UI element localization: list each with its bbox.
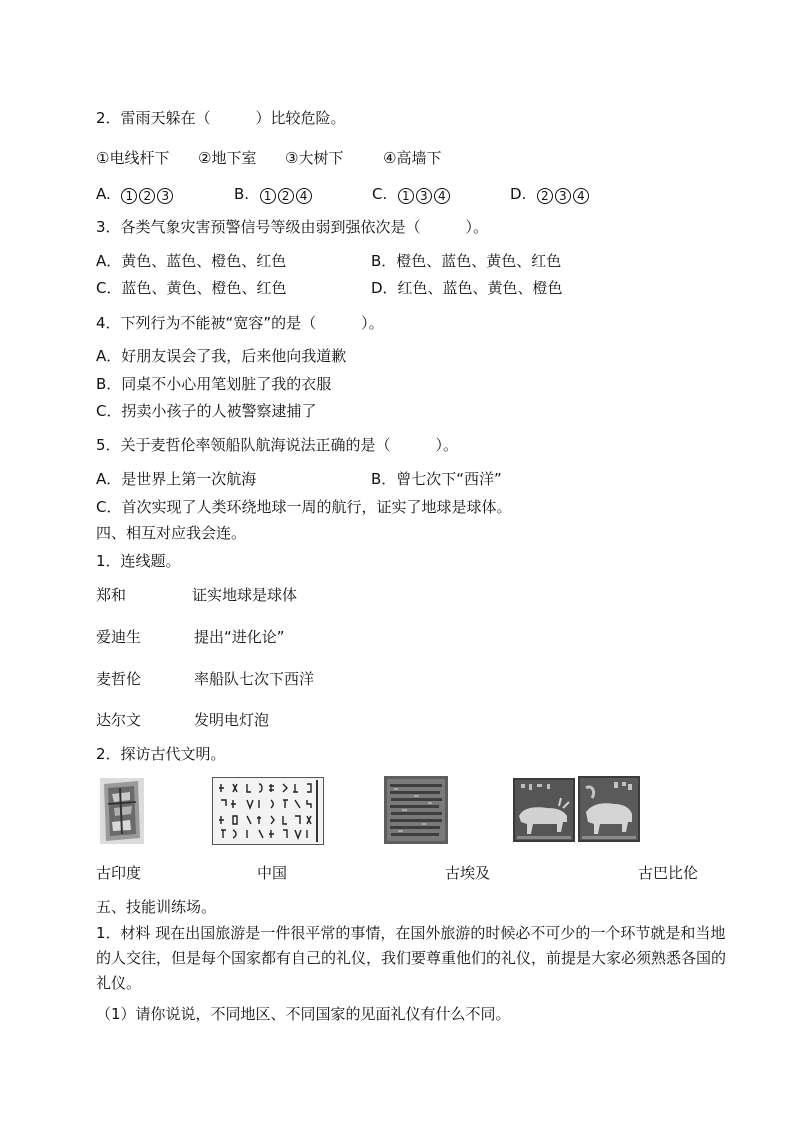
q2-item-4: ④高墙下 [383, 149, 442, 167]
circled-number: 3 [157, 188, 173, 204]
section5-material: 1．材料 现在出国旅游是一件很平常的事情，在国外旅游的时候必不可少的一个环节就是和当地的人交往，但是每个国家都有自己的礼仪，我们要尊重他们的礼仪，前提是大家必须熟悉各国的礼仪。 [96, 924, 727, 992]
q5-stem: 5．关于麦哲伦率领船队航海说法正确的是（ ）。 [96, 436, 459, 454]
circled-number: 4 [296, 188, 312, 204]
match-left-3[interactable]: 麦哲伦 [96, 670, 142, 688]
match-right-2[interactable]: 提出“进化论” [194, 628, 285, 646]
q3-option-c[interactable]: C．蓝色、黄色、橙色、红色 [96, 279, 287, 297]
ancient-egypt-tablet-image[interactable] [384, 776, 448, 844]
match-right-3[interactable]: 率船队七次下西洋 [194, 670, 315, 688]
q3-option-a[interactable]: A．黄色、蓝色、橙色、红色 [96, 252, 287, 270]
q2-item-3: ③大树下 [285, 149, 344, 167]
match-left-1[interactable]: 郑和 [96, 586, 127, 604]
q2-option-c[interactable] [372, 184, 451, 204]
babylon-seal-bull-image-2[interactable] [578, 776, 640, 842]
match-right-1[interactable]: 证实地球是球体 [192, 586, 298, 604]
match-left-4[interactable]: 达尔文 [96, 711, 142, 729]
civ-label-china[interactable]: 中国 [257, 864, 288, 882]
q5-option-a[interactable]: A．是世界上第一次航海 [96, 470, 257, 488]
q4-option-b[interactable]: B．同桌不小心用笔划脏了我的衣服 [96, 375, 332, 393]
q2-option-b[interactable] [234, 184, 313, 204]
match-right-4[interactable]: 发明电灯泡 [194, 711, 270, 729]
section4-title: 四、相互对应我会连。 [96, 524, 247, 542]
q5-option-b[interactable]: B．曾七次下“西洋” [371, 470, 502, 488]
civ-label-babylon[interactable]: 古巴比伦 [638, 864, 699, 882]
circled-number: 1 [121, 188, 137, 204]
section5-sub1: （1）请你说说，不同地区、不同国家的见面礼仪有什么不同。 [96, 1005, 511, 1023]
option-letter: C. [372, 185, 388, 203]
circled-number: 2 [139, 188, 155, 204]
q4-stem: 4．下列行为不能被“宽容”的是（ ）。 [96, 314, 384, 332]
option-letter: B. [234, 185, 250, 203]
match-left-2[interactable]: 爱迪生 [96, 628, 142, 646]
q4-option-c[interactable]: C．拐卖小孩子的人被警察逮捕了 [96, 402, 317, 420]
q3-option-b[interactable]: B．橙色、蓝色、黄色、红色 [371, 252, 562, 270]
section4-q1: 1．连线题。 [96, 552, 181, 570]
china-oracle-script-image[interactable] [212, 777, 324, 845]
q2-stem: 2．雷雨天躲在（ ）比较危险。 [96, 109, 346, 127]
q2-item-1: ①电线杆下 [96, 149, 170, 167]
q5-option-c[interactable]: C．首次实现了人类环绕地球一周的航行，证实了地球是球体。 [96, 498, 512, 516]
babylon-seal-bull-image-1[interactable] [513, 778, 575, 842]
section4-q2: 2．探访古代文明。 [96, 745, 226, 763]
q2-option-d[interactable] [510, 184, 590, 204]
circled-number: 4 [573, 188, 589, 204]
q4-option-a[interactable]: A．好朋友误会了我，后来他向我道歉 [96, 347, 347, 365]
q3-option-d[interactable]: D．红色、蓝色、黄色、橙色 [371, 279, 563, 297]
q2-item-2: ②地下室 [198, 149, 257, 167]
circled-number: 2 [537, 188, 553, 204]
circled-number: 4 [434, 188, 450, 204]
circled-number: 3 [416, 188, 432, 204]
option-letter: A. [96, 185, 111, 203]
circled-number: 1 [398, 188, 414, 204]
civ-label-india[interactable]: 古印度 [96, 864, 142, 882]
civ-label-egypt[interactable]: 古埃及 [445, 864, 491, 882]
q3-stem: 3．各类气象灾害预警信号等级由弱到强依次是（ ）。 [96, 218, 489, 236]
circled-number: 3 [555, 188, 571, 204]
q2-option-a[interactable] [96, 184, 174, 204]
circled-number: 2 [278, 188, 294, 204]
option-letter: D. [510, 185, 527, 203]
section5-title: 五、技能训练场。 [96, 898, 217, 916]
ancient-india-seal-image[interactable] [100, 778, 144, 844]
circled-number: 1 [260, 188, 276, 204]
